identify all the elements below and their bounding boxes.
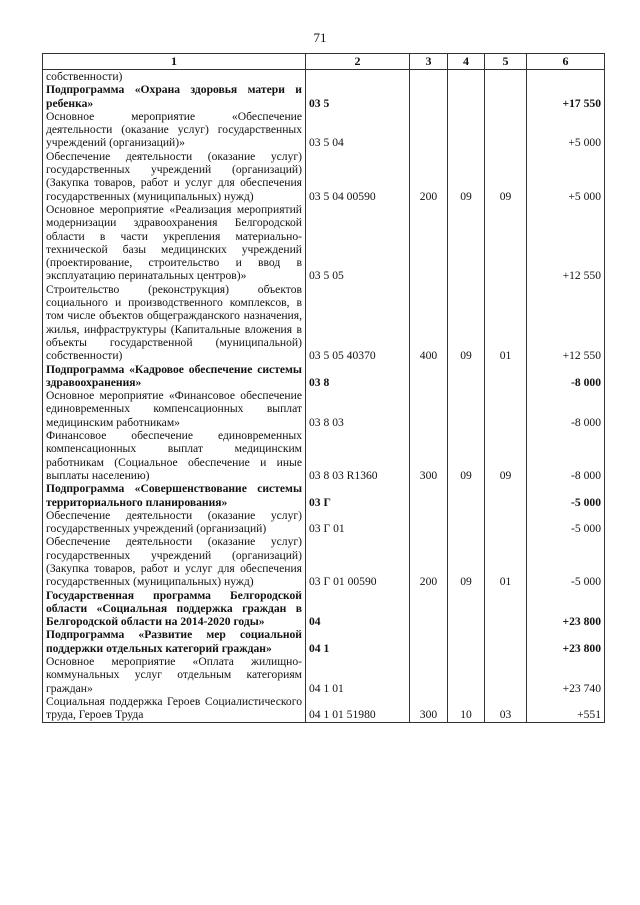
column-header: 6 (527, 54, 605, 70)
row-col5: 09 (485, 150, 527, 203)
row-code: 04 1 01 (306, 655, 410, 695)
row-col3 (410, 363, 448, 390)
budget-table (42, 53, 605, 723)
column-header: 5 (485, 54, 527, 70)
row-name: Основное мероприятие «Обеспечение деятельности (оказание услуг) государственных учреждений (организаций)» (43, 110, 306, 150)
row-amount: +23 800 (527, 589, 605, 629)
row-name: Государственная программа Белгородской области «Социальная поддержка граждан в Белгородской области на 2014-2020 годы» (43, 589, 306, 629)
row-col4 (448, 363, 485, 390)
row-col5 (485, 363, 527, 390)
row-name: Подпрограмма «Охрана здоровья матери и ребенка» (43, 83, 306, 110)
column-header: 2 (306, 54, 410, 70)
row-col4 (448, 482, 485, 509)
row-col3 (410, 628, 448, 655)
row-name: Обеспечение деятельности (оказание услуг) государственных учреждений (организаций) (43, 509, 306, 536)
table-row (43, 203, 605, 283)
row-col4 (448, 389, 485, 429)
row-col3 (410, 203, 448, 283)
table-row (43, 695, 605, 722)
row-name: Основное мероприятие «Оплата жилищно-коммунальных услуг отдельным категориям граждан» (43, 655, 306, 695)
row-code: 03 8 03 R1360 (306, 429, 410, 482)
row-amount: -5 000 (527, 535, 605, 588)
table-row (43, 110, 605, 150)
row-name: Строительство (реконструкция) объектов социального и производственного комплексов, в том числе объектов общегражданского назначения, жилья, инфраструктуры (Капитальные вложения в объекты государственной (муниципальной) собственности) (43, 283, 306, 363)
row-amount: +5 000 (527, 110, 605, 150)
row-col4 (448, 628, 485, 655)
row-col5 (485, 482, 527, 509)
row-code: 04 1 01 51980 (306, 695, 410, 722)
row-amount (527, 70, 605, 84)
row-name: Подпрограмма «Развитие мер социальной поддержки отдельных категорий граждан» (43, 628, 306, 655)
table-row (43, 429, 605, 482)
row-col3 (410, 70, 448, 84)
row-col5: 01 (485, 283, 527, 363)
row-amount: +5 000 (527, 150, 605, 203)
row-code: 03 5 04 (306, 110, 410, 150)
row-col5: 01 (485, 535, 527, 588)
row-amount: -5 000 (527, 482, 605, 509)
row-code: 04 (306, 589, 410, 629)
row-amount: +23 800 (527, 628, 605, 655)
table-row (43, 589, 605, 629)
row-code: 03 8 (306, 363, 410, 390)
row-col4 (448, 83, 485, 110)
row-col3: 200 (410, 535, 448, 588)
row-col5 (485, 83, 527, 110)
row-col5 (485, 389, 527, 429)
row-col4: 09 (448, 150, 485, 203)
row-col4: 09 (448, 429, 485, 482)
row-col5: 03 (485, 695, 527, 722)
table-row (43, 150, 605, 203)
row-col5 (485, 509, 527, 536)
row-name: Обеспечение деятельности (оказание услуг) государственных учреждений (организаций) (Закупка товаров, работ и услуг для обеспечения государственных (муниципальных) нужд) (43, 150, 306, 203)
row-col3 (410, 655, 448, 695)
row-name: Основное мероприятие «Реализация мероприятий модернизации здравоохранения Белгородской области в части укрепления материально-технической базы медицинских учреждений (проектирование, строительство и ввод в эксплуатацию перинатальных центров)» (43, 203, 306, 283)
table-row (43, 628, 605, 655)
table-row (43, 83, 605, 110)
row-amount: +17 550 (527, 83, 605, 110)
table-row (43, 655, 605, 695)
table-body (43, 70, 605, 723)
row-col3 (410, 509, 448, 536)
row-col3 (410, 83, 448, 110)
row-col4: 09 (448, 283, 485, 363)
row-col3 (410, 482, 448, 509)
row-code: 03 Г 01 00590 (306, 535, 410, 588)
row-col5 (485, 628, 527, 655)
row-name: Социальная поддержка Героев Социалистического труда, Героев Труда (43, 695, 306, 722)
row-col4 (448, 110, 485, 150)
row-col5 (485, 203, 527, 283)
row-col4 (448, 203, 485, 283)
column-header: 4 (448, 54, 485, 70)
row-col5 (485, 110, 527, 150)
row-name: Подпрограмма «Кадровое обеспечение системы здравоохранения» (43, 363, 306, 390)
row-code: 03 5 04 00590 (306, 150, 410, 203)
row-amount: -5 000 (527, 509, 605, 536)
row-amount: +23 740 (527, 655, 605, 695)
table-header-row (43, 54, 605, 70)
row-amount: -8 000 (527, 389, 605, 429)
row-code (306, 70, 410, 84)
table-row (43, 482, 605, 509)
row-col4: 10 (448, 695, 485, 722)
row-col3 (410, 110, 448, 150)
row-col4 (448, 509, 485, 536)
row-code: 03 8 03 (306, 389, 410, 429)
row-amount: +12 550 (527, 203, 605, 283)
table-row (43, 535, 605, 588)
row-name: собственности) (43, 70, 306, 84)
table-row (43, 70, 605, 84)
table-row (43, 283, 605, 363)
row-name: Основное мероприятие «Финансовое обеспечение единовременных компенсационных выплат медицинским работникам» (43, 389, 306, 429)
row-col3: 300 (410, 429, 448, 482)
page-number: 71 (313, 30, 327, 45)
row-col3: 200 (410, 150, 448, 203)
row-code: 03 Г 01 (306, 509, 410, 536)
row-col5 (485, 655, 527, 695)
table-row (43, 509, 605, 536)
row-name: Обеспечение деятельности (оказание услуг) государственных учреждений (организаций) (Закупка товаров, работ и услуг для обеспечения государственных (муниципальных) нужд) (43, 535, 306, 588)
row-code: 03 5 (306, 83, 410, 110)
row-code: 04 1 (306, 628, 410, 655)
row-col5 (485, 70, 527, 84)
row-col4 (448, 70, 485, 84)
row-col4 (448, 589, 485, 629)
column-header: 1 (43, 54, 306, 70)
row-col5 (485, 589, 527, 629)
row-amount: -8 000 (527, 363, 605, 390)
row-col4: 09 (448, 535, 485, 588)
row-col3: 400 (410, 283, 448, 363)
row-col4 (448, 655, 485, 695)
table-row (43, 363, 605, 390)
row-name: Финансовое обеспечение единовременных компенсационных выплат медицинским работникам (Социальное обеспечение и иные выплаты населению) (43, 429, 306, 482)
row-code: 03 5 05 (306, 203, 410, 283)
row-col3 (410, 389, 448, 429)
row-code: 03 5 05 40370 (306, 283, 410, 363)
row-amount: -8 000 (527, 429, 605, 482)
column-header: 3 (410, 54, 448, 70)
table-row (43, 389, 605, 429)
row-col5: 09 (485, 429, 527, 482)
row-col3: 300 (410, 695, 448, 722)
row-amount: +551 (527, 695, 605, 722)
row-name: Подпрограмма «Совершенствование системы территориального планирования» (43, 482, 306, 509)
row-col3 (410, 589, 448, 629)
row-amount: +12 550 (527, 283, 605, 363)
row-code: 03 Г (306, 482, 410, 509)
